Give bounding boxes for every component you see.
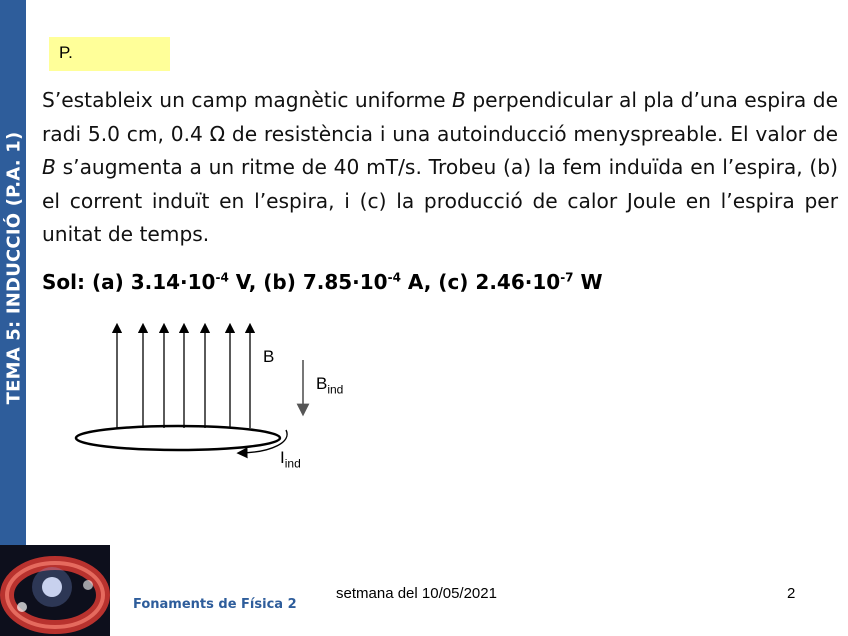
induction-diagram: [60, 310, 380, 484]
induced-field-label: [316, 374, 343, 396]
magnet-logo-image: [0, 545, 110, 636]
induced-field-label-main: B: [316, 374, 328, 393]
section-title: TEMA 5: INDUCCIÓ (P.A. 1): [3, 131, 25, 405]
solution-prefix: Sol: (a) 3.14·10: [42, 270, 216, 294]
solution-mid-b: A, (c) 2.46·10: [400, 270, 561, 294]
problem-text-3: s’augmenta a un ritme de 40 mT/s. Trobeu (a) la fem induïda en l’espira, (b) el corrent induït en l’espira, i (c) la producció de calor Joule en l’espira per unitat de temps.: [42, 155, 838, 246]
solution-exp-c: -7: [560, 270, 574, 285]
problem-text-2: perpendicular al pla d’una espira de radi 5.0 cm, 0.4 Ω de resistència i una autoinducció menyspreable. El valor de: [42, 88, 838, 146]
field-label-b: B: [263, 347, 275, 366]
induced-current-label-sub: ind: [284, 456, 301, 471]
problem-text-1: S’estableix un camp magnètic uniforme: [42, 88, 453, 112]
course-name: Fonaments de Física 2: [133, 597, 297, 612]
problem-symbol-b-2: B: [42, 155, 56, 179]
problem-label: P.: [49, 37, 170, 71]
magnetic-field-arrows: [117, 328, 250, 428]
page-number: 2: [787, 585, 796, 602]
solution-suffix: W: [573, 270, 603, 294]
solution-exp-b: -4: [387, 270, 401, 285]
solution-line: [42, 270, 603, 294]
footer-date: setmana del 10/05/2021: [336, 585, 497, 602]
induced-current-label: [280, 448, 301, 470]
induced-field-label-sub: ind: [327, 382, 344, 397]
sidebar-band: [0, 0, 26, 548]
induced-current-label-main: I: [280, 448, 285, 467]
solution-mid-a: V, (b) 7.85·10: [228, 270, 388, 294]
solution-exp-a: -4: [215, 270, 229, 285]
problem-statement: [42, 84, 838, 252]
loop-ellipse: [76, 426, 280, 450]
problem-symbol-b-1: B: [452, 88, 466, 112]
